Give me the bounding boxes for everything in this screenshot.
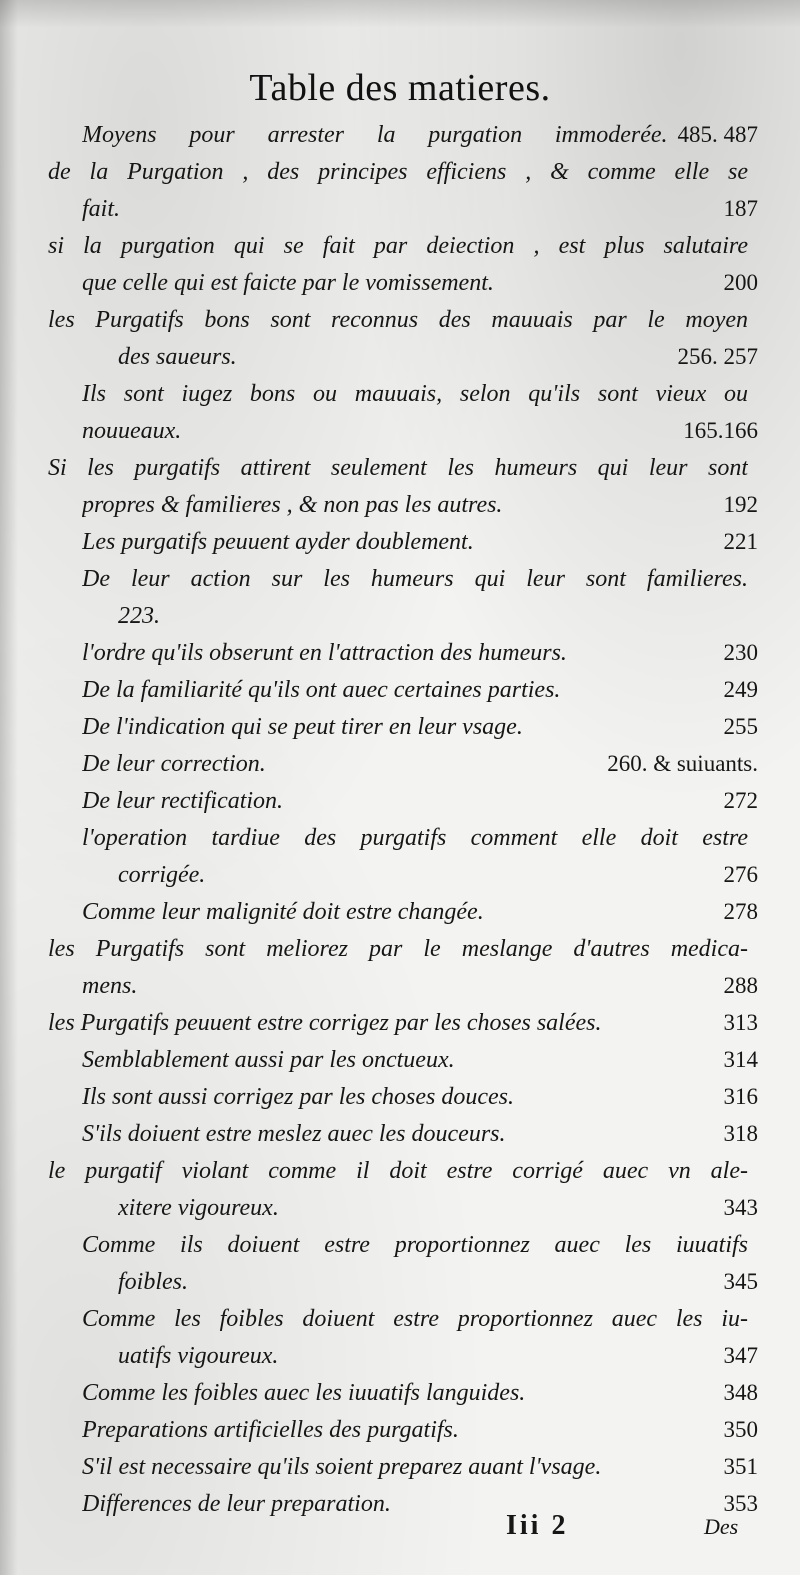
index-line xyxy=(82,1302,758,1336)
entry-text: 223. xyxy=(118,603,160,629)
entry-text: l'ordre qu'ils obserunt en l'attraction des humeurs. xyxy=(82,640,567,666)
index-line xyxy=(82,562,758,596)
entry-text: si la purgation qui se fait par deiection , est plus salutaire xyxy=(48,233,748,259)
entry-text: S'ils doiuent estre meslez auec les douceurs. xyxy=(82,1121,506,1147)
entry-page: 485. 487 xyxy=(677,122,758,147)
entry-text: Comme les foibles doiuent estre proportionnez auec les iu- xyxy=(82,1306,748,1332)
entry-page: 288 xyxy=(723,973,758,998)
entry-page: 249 xyxy=(723,677,758,702)
entry-text: Differences de leur preparation. xyxy=(82,1491,391,1517)
entry-text: uatifs vigoureux. xyxy=(118,1343,279,1369)
entry-page: 353 xyxy=(723,1491,758,1516)
index-line xyxy=(48,451,758,485)
entry-text: les Purgatifs sont meliorez par le meslange d'autres medica- xyxy=(48,936,748,962)
index-line xyxy=(82,525,758,559)
index-line xyxy=(82,1487,758,1521)
entry-text: les Purgatifs peuuent estre corrigez par les choses salées. xyxy=(48,1010,602,1036)
entry-text: mens. xyxy=(82,973,138,999)
entry-text: S'il est necessaire qu'ils soient preparez auant l'vsage. xyxy=(82,1454,602,1480)
index-line xyxy=(48,932,758,966)
entry-text: De leur rectification. xyxy=(82,788,284,814)
page-gutter-shadow xyxy=(0,0,18,1575)
entry-page: 343 xyxy=(723,1195,758,1220)
entry-page: 230 xyxy=(723,640,758,665)
entry-text: nouueaux. xyxy=(82,418,182,444)
index-line xyxy=(82,1413,758,1447)
entry-page: 256. 257 xyxy=(677,344,758,369)
index-line xyxy=(82,710,758,744)
index-line xyxy=(82,821,758,855)
index-line xyxy=(82,118,758,152)
catchword: Des xyxy=(704,1514,739,1539)
entry-text: Ils sont iugez bons ou mauuais, selon qu'ils sont vieux ou xyxy=(82,381,748,407)
entry-page: 272 xyxy=(723,788,758,813)
entry-text: corrigée. xyxy=(118,862,206,888)
entry-page: 345 xyxy=(723,1269,758,1294)
entry-page: 221 xyxy=(723,529,758,554)
entry-text: le purgatif violant comme il doit estre corrigé auec vn ale- xyxy=(48,1158,748,1184)
entry-text: que celle qui est faicte par le vomissement. xyxy=(82,270,494,296)
page-title: Table des matieres. xyxy=(249,67,551,109)
index-line xyxy=(82,969,758,1003)
entry-text: Ils sont aussi corrigez par les choses douces. xyxy=(82,1084,514,1110)
index-line xyxy=(82,895,758,929)
entry-page: 278 xyxy=(723,899,758,924)
index-line xyxy=(118,1265,758,1299)
index-line xyxy=(82,784,758,818)
entry-text: des saueurs. xyxy=(118,344,237,370)
index-line xyxy=(118,1339,758,1373)
entry-page: 260. & suiuants. xyxy=(607,751,758,776)
index-line xyxy=(82,377,758,411)
index-line xyxy=(118,858,758,892)
entry-text: l'operation tardiue des purgatifs comment elle doit estre xyxy=(82,825,748,851)
index-line xyxy=(48,1006,758,1040)
entry-page: 316 xyxy=(723,1084,758,1109)
entry-page: 348 xyxy=(723,1380,758,1405)
entry-text: Comme les foibles auec les iuuatifs languides. xyxy=(82,1380,526,1406)
index-line xyxy=(118,340,758,374)
index-line xyxy=(82,1228,758,1262)
entry-page: 276 xyxy=(723,862,758,887)
entry-text: De leur action sur les humeurs qui leur sont familieres. xyxy=(82,566,748,592)
index-line xyxy=(118,1191,758,1225)
index-line xyxy=(48,229,758,263)
index-line xyxy=(82,636,758,670)
entry-page: 255 xyxy=(723,714,758,739)
entry-text: Comme leur malignité doit estre changée. xyxy=(82,899,484,925)
entry-text: Si les purgatifs attirent seulement les humeurs qui leur sont xyxy=(48,455,748,481)
index-line xyxy=(118,599,758,633)
entry-page: 314 xyxy=(723,1047,758,1072)
index-line xyxy=(82,1043,758,1077)
entry-page: 200 xyxy=(723,270,758,295)
entry-text: De l'indication qui se peut tirer en leur vsage. xyxy=(82,714,523,740)
index-line xyxy=(82,1080,758,1114)
entry-text: Semblablement aussi par les onctueux. xyxy=(82,1047,455,1073)
entry-text: Les purgatifs peuuent ayder doublement. xyxy=(82,529,474,555)
index-line xyxy=(82,488,758,522)
entry-text: les Purgatifs bons sont reconnus des mauuais par le moyen xyxy=(48,307,748,333)
entry-page: 192 xyxy=(723,492,758,517)
entry-page: 165.166 xyxy=(683,418,758,443)
index-line xyxy=(82,266,758,300)
entry-text: fait. xyxy=(82,196,121,222)
entry-page: 187 xyxy=(723,196,758,221)
index-line xyxy=(48,303,758,337)
signature-mark: Iii 2 xyxy=(506,1510,569,1541)
entry-text: propres & familieres , & non pas les autres. xyxy=(82,492,503,518)
entry-text: xitere vigoureux. xyxy=(118,1195,279,1221)
entry-text: De la familiarité qu'ils ont auec certaines parties. xyxy=(82,677,561,703)
entry-page: 313 xyxy=(723,1010,758,1035)
page-top-shadow xyxy=(0,0,800,28)
entry-text: Moyens pour arrester la purgation immoderée. xyxy=(82,122,668,148)
index-line xyxy=(48,155,758,189)
entry-page: 350 xyxy=(723,1417,758,1442)
entry-text: De leur correction. xyxy=(82,751,266,777)
index-line xyxy=(82,673,758,707)
index-line xyxy=(82,192,758,226)
entry-text: Comme ils doiuent estre proportionnez auec les iuuatifs xyxy=(82,1232,748,1258)
index-line xyxy=(82,1117,758,1151)
entry-page: 347 xyxy=(723,1343,758,1368)
index-line xyxy=(82,747,758,781)
index-line xyxy=(82,414,758,448)
entry-text: Preparations artificielles des purgatifs. xyxy=(82,1417,459,1443)
index-line xyxy=(48,1154,758,1188)
entry-text: foibles. xyxy=(118,1269,188,1295)
entry-page: 351 xyxy=(723,1454,758,1479)
index-line xyxy=(82,1376,758,1410)
entry-page: 318 xyxy=(723,1121,758,1146)
entry-text: de la Purgation , des principes efficiens , & comme elle se xyxy=(48,159,748,185)
index-line xyxy=(82,1450,758,1484)
